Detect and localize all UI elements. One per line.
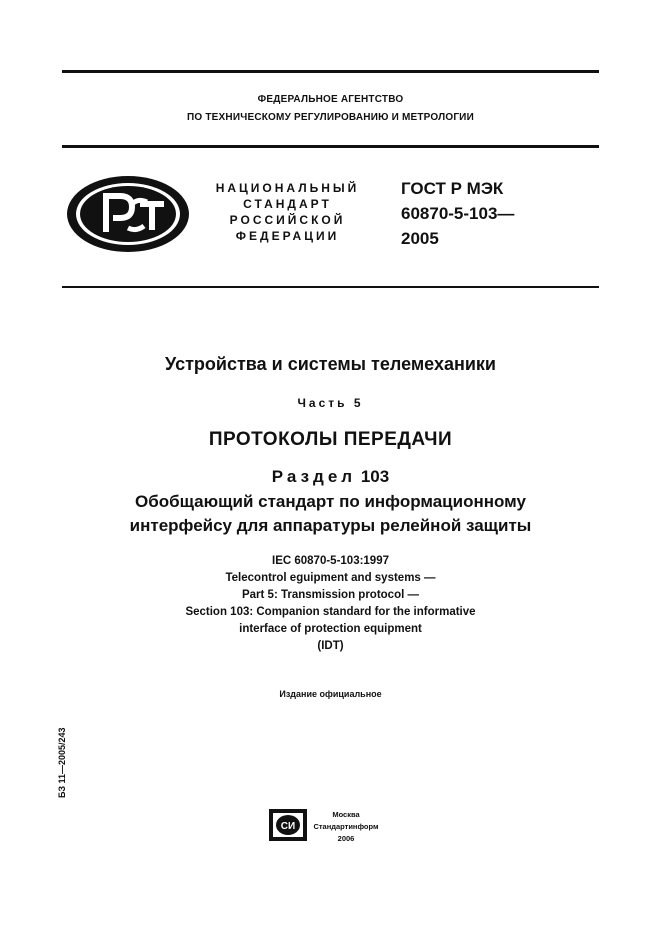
publisher-logo bbox=[268, 808, 308, 842]
top-rule bbox=[62, 70, 599, 73]
agency-line-2: ПО ТЕХНИЧЕСКОМУ РЕГУЛИРОВАНИЮ И МЕТРОЛОГИИ bbox=[187, 112, 474, 123]
gost-line: ГОСТ Р МЭК bbox=[401, 179, 504, 198]
national-line: ФЕДЕРАЦИИ bbox=[235, 229, 340, 243]
publisher-city: Москва bbox=[332, 810, 360, 819]
iec-reference bbox=[62, 553, 599, 655]
agency-line-1: ФЕДЕРАЛЬНОЕ АГЕНТСТВО bbox=[257, 94, 404, 105]
section-title bbox=[62, 490, 599, 538]
iec-line: interface of protection equipment bbox=[239, 623, 422, 635]
national-standard-label bbox=[200, 180, 375, 244]
publisher-info bbox=[312, 809, 380, 845]
iec-line: (IDT) bbox=[317, 640, 344, 652]
document-title: Устройства и системы телемеханики bbox=[165, 354, 496, 374]
national-line: СТАНДАРТ bbox=[243, 197, 332, 211]
iec-line: IEC 60870-5-103:1997 bbox=[272, 555, 389, 567]
side-code: БЗ 11—2005/243 bbox=[57, 727, 67, 798]
standard-rule bbox=[62, 286, 599, 288]
section-title-line: интерфейсу для аппаратуры релейной защиты bbox=[129, 516, 532, 535]
svg-text:СИ: СИ bbox=[280, 821, 296, 832]
publisher-year: 2006 bbox=[337, 834, 355, 843]
protocols-heading: ПРОТОКОЛЫ ПЕРЕДАЧИ bbox=[208, 429, 453, 450]
iec-line: Section 103: Companion standard for the informative bbox=[185, 606, 476, 618]
gost-line: 60870-5-103— bbox=[401, 204, 515, 223]
iec-line: Part 5: Transmission protocol — bbox=[241, 589, 419, 601]
section-number: 103 bbox=[360, 467, 390, 486]
section-heading bbox=[62, 467, 599, 487]
gost-number bbox=[401, 176, 601, 251]
section-label: Раздел bbox=[271, 467, 357, 486]
section-title-line: Обобщающий стандарт по информационному bbox=[135, 492, 526, 511]
national-line: НАЦИОНАЛЬНЫЙ bbox=[215, 181, 360, 195]
gost-line: 2005 bbox=[401, 229, 439, 248]
iec-line: Telecontrol eguipment and systems — bbox=[225, 572, 436, 584]
agency-rule bbox=[62, 145, 599, 148]
national-line: РОССИЙСКОЙ bbox=[229, 213, 346, 227]
part-label: Часть 5 bbox=[297, 396, 364, 410]
edition-label: Издание официальное bbox=[279, 689, 382, 699]
publisher-name: Стандартинформ bbox=[313, 822, 379, 831]
rst-logo bbox=[64, 174, 192, 254]
